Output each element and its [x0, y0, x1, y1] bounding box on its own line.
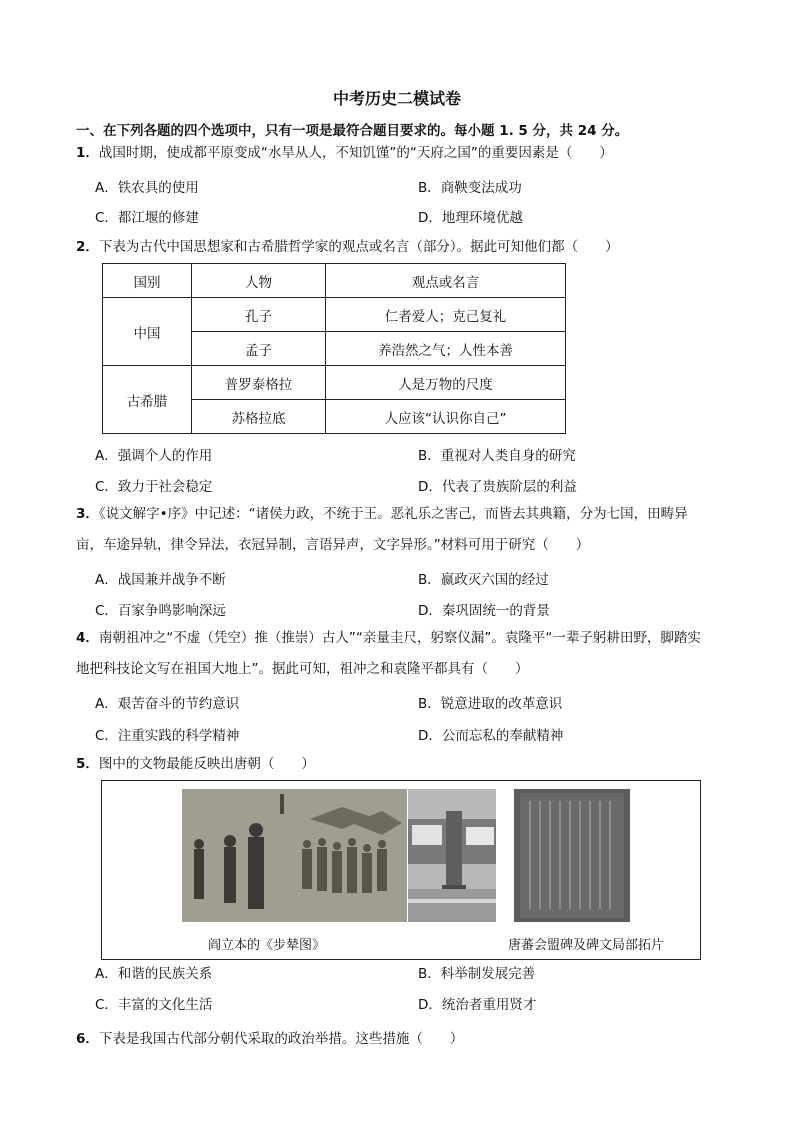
caption-left: 阎立本的《步辇图》	[208, 938, 326, 953]
question-2	[76, 232, 736, 263]
option-c: C．都江堰的修建	[95, 210, 199, 226]
option-d: D．公而忘私的奉献精神	[418, 728, 564, 744]
option-b: B．商鞅变法成功	[418, 180, 522, 196]
option-a: A．战国兼并战争不断	[95, 572, 226, 588]
question-stem-cont: 亩，车途异轨，律令异法，衣冠异制，言语异声，文字异形。”材料可用于研究（ ）	[76, 537, 590, 553]
question-stem: 《说文解字•序》中记述：“诸侯力政，不统于王。恶礼乐之害己，而皆去其典籍，分为七国，田畴异	[98, 506, 688, 522]
option-c: C．注重实践的科学精神	[95, 728, 240, 744]
table-cell-country: 中国	[103, 298, 192, 366]
option-a: A．强调个人的作用	[95, 448, 213, 464]
table-cell-country: 古希腊	[103, 366, 192, 434]
rubbing-image	[514, 789, 630, 922]
artifact-figure	[101, 780, 701, 960]
table-cell-person: 孟子	[192, 332, 326, 366]
table-header: 观点或名言	[326, 264, 566, 298]
question-number: 1．	[76, 145, 99, 161]
option-a: A．铁农具的使用	[95, 180, 199, 196]
option-d: D．统治者重用贤才	[418, 997, 537, 1013]
question-number: 3．	[76, 506, 99, 522]
question-4	[76, 623, 736, 685]
question-number: 2．	[76, 239, 99, 255]
table-cell-person: 孔子	[192, 298, 326, 332]
section-heading: 一、在下列各题的四个选项中，只有一项是最符合题目要求的。每小题 1. 5 分，共 24 分。	[76, 123, 629, 139]
table-header-row	[103, 264, 566, 298]
table-cell-view: 养浩然之气；人性本善	[326, 332, 566, 366]
question-5	[76, 749, 736, 780]
painting-image	[182, 789, 407, 922]
question-stem-cont: 地把科技论文写在祖国大地上”。据此可知，祖冲之和袁隆平都具有（ ）	[76, 661, 529, 677]
table-cell-view: 人是万物的尺度	[326, 366, 566, 400]
question-1	[76, 138, 736, 169]
table-cell-person: 苏格拉底	[192, 400, 326, 434]
question-number: 4．	[76, 630, 99, 646]
option-b: B．嬴政灭六国的经过	[418, 572, 549, 588]
question-stem: 战国时期，使成都平原变成“水旱从人，不知饥馑”的“天府之国”的重要因素是（ ）	[98, 145, 613, 161]
question-number: 6．	[76, 1031, 99, 1047]
question-stem: 南朝祖冲之“不虚（凭空）推（推崇）古人”“亲量圭尺，躬察仪漏”。袁隆平“一辈子躬耕田野，脚踏实	[98, 630, 701, 646]
question-stem: 下表是我国古代部分朝代采取的政治举措。这些措施（ ）	[98, 1031, 464, 1047]
option-d: D．地理环境优越	[418, 210, 523, 226]
table-header: 国别	[103, 264, 192, 298]
exam-title: 中考历史二模试卷	[332, 89, 461, 108]
question-stem: 下表为古代中国思想家和古希腊哲学家的观点或名言（部分）。据此可知他们都（ ）	[98, 239, 619, 255]
option-b: B．重视对人类自身的研究	[418, 448, 576, 464]
option-d: D．代表了贵族阶层的利益	[418, 479, 577, 495]
question-number: 5．	[76, 756, 99, 772]
option-d: D．秦巩固统一的背景	[418, 603, 550, 619]
caption-right: 唐蕃会盟碑及碑文局部拓片	[508, 938, 665, 953]
question-6	[76, 1024, 736, 1055]
stele-photo	[408, 789, 496, 922]
option-a: A．艰苦奋斗的节约意识	[95, 696, 240, 712]
option-c: C．丰富的文化生活	[95, 997, 213, 1013]
views-table	[102, 263, 566, 434]
table-cell-person: 普罗泰格拉	[192, 366, 326, 400]
table-cell-view: 人应该“认识你自己”	[326, 400, 566, 434]
option-c: C．百家争鸣影响深远	[95, 603, 226, 619]
question-stem: 图中的文物最能反映出唐朝（ ）	[98, 756, 315, 772]
option-c: C．致力于社会稳定	[95, 479, 213, 495]
option-b: B．锐意进取的改革意识	[418, 696, 563, 712]
table-row	[103, 366, 566, 400]
question-3	[76, 499, 736, 561]
table-header: 人物	[192, 264, 326, 298]
table-row	[103, 298, 566, 332]
option-a: A．和谐的民族关系	[95, 966, 213, 982]
table-cell-view: 仁者爱人；克己复礼	[326, 298, 566, 332]
option-b: B．科举制发展完善	[418, 966, 536, 982]
